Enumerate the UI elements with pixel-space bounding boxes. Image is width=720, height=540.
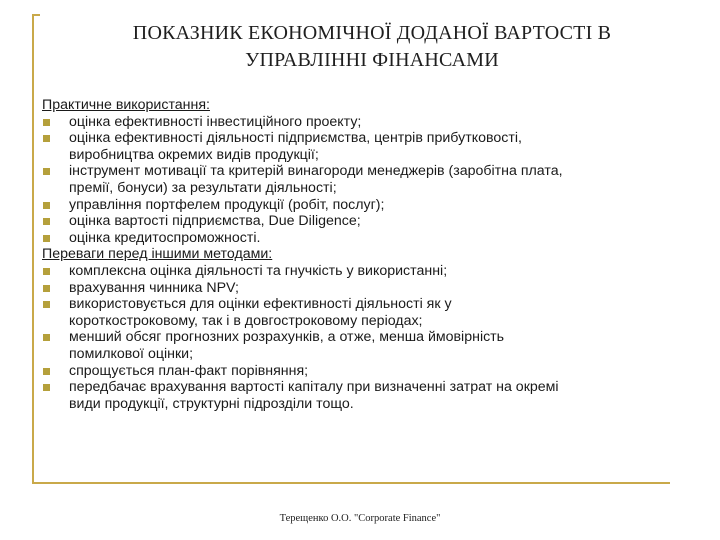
square-bullet-icon xyxy=(43,235,50,242)
bullet-item-line: помилкової оцінки; xyxy=(69,345,194,362)
bullet-item xyxy=(42,197,682,214)
bullet-item xyxy=(42,296,682,329)
bullet-item xyxy=(42,263,682,280)
bullet-item-line: передбачає врахування вартості капіталу при визначенні затрат на окремі xyxy=(69,379,559,396)
slide-content xyxy=(42,97,682,412)
bullet-item xyxy=(42,363,682,380)
bullet-item-line: оцінка ефективності інвестиційного проекту; xyxy=(69,113,362,130)
bullet-item-line: інструмент мотивації та критерій винагороди менеджерів (заробітна плата, xyxy=(69,163,563,180)
section-heading: Переваги перед іншими методами: xyxy=(42,246,273,263)
section-heading: Практичне використання: xyxy=(42,97,210,113)
square-bullet-icon xyxy=(43,368,50,375)
square-bullet-icon xyxy=(43,202,50,209)
square-bullet-icon xyxy=(43,218,50,225)
bullet-item-line: використовується для оцінки ефективності діяльності як у xyxy=(69,296,452,313)
bullet-item xyxy=(42,163,682,196)
bullet-item xyxy=(42,379,682,412)
square-bullet-icon xyxy=(43,268,50,275)
bullet-item xyxy=(42,230,682,247)
bullet-item xyxy=(42,329,682,362)
bullet-item-line: комплексна оцінка діяльності та гнучкість у використанні; xyxy=(69,262,448,279)
bullet-item-line: премії, бонуси) за результати діяльності; xyxy=(69,179,337,196)
bullet-item-line: оцінка ефективності діяльності підприємства, центрів прибутковості, xyxy=(69,130,522,147)
bullet-item-line: врахування чинника NPV; xyxy=(69,279,239,296)
square-bullet-icon xyxy=(43,285,50,292)
bullet-item-line: оцінка кредитоспроможності. xyxy=(69,229,261,246)
left-border-line xyxy=(32,14,34,482)
bullet-item-line: управління портфелем продукції (робіт, послуг); xyxy=(69,196,385,213)
bullet-item xyxy=(42,280,682,297)
title-line: ПОКАЗНИК ЕКОНОМІЧНОЇ ДОДАНОЇ ВАРТОСТІ В xyxy=(132,22,612,44)
square-bullet-icon xyxy=(43,384,50,391)
square-bullet-icon xyxy=(43,168,50,175)
square-bullet-icon xyxy=(43,334,50,341)
bullet-item xyxy=(42,213,682,230)
bullet-item-line: виробництва окремих видів продукції; xyxy=(69,146,319,163)
square-bullet-icon xyxy=(43,301,50,308)
bullet-item xyxy=(42,130,682,163)
title-line: УПРАВЛІННІ ФІНАНСАМИ xyxy=(245,49,499,71)
bottom-border-line xyxy=(32,482,670,484)
bullet-item-line: спрощується план-факт порівняння; xyxy=(69,362,309,379)
bullet-item-line: оцінка вартості підприємства, Due Diligence; xyxy=(69,213,361,230)
bullet-item xyxy=(42,114,682,131)
footer-credit: Терещенко О.О. "Corporate Finance" xyxy=(279,513,441,524)
bullet-item-line: види продукції, структурні підрозділи тощо. xyxy=(69,395,354,412)
slide-title xyxy=(40,20,704,74)
bullet-item-line: менший обсяг прогнозних розрахунків, а отже, менша ймовірність xyxy=(69,329,505,346)
bullet-item-line: короткостроковому, так і в довгостроковому періодах; xyxy=(69,312,423,329)
top-border-tick xyxy=(32,14,40,16)
square-bullet-icon xyxy=(43,135,50,142)
square-bullet-icon xyxy=(43,119,50,126)
